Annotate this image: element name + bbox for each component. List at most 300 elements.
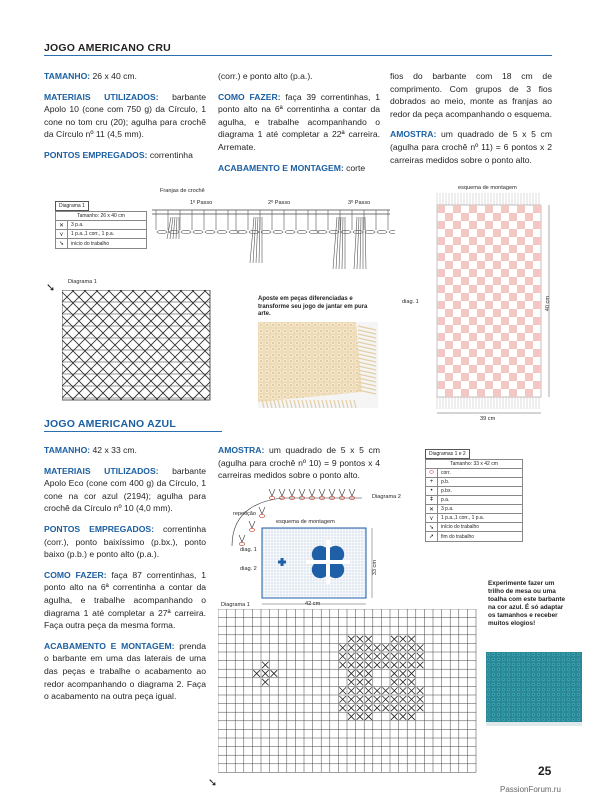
value-como-fazer: faça 39 correntinhas, 1 ponto alto na 6ª correntinha a contar da agulha, e trabalhe acompanhando o diagrama 1 até completar a 22ª carreira. Arremate. <box>218 91 380 152</box>
legend-cru-row: início do trabalho <box>71 240 110 247</box>
scheme-square <box>509 245 517 253</box>
scheme-square <box>469 253 477 261</box>
scheme-square <box>477 373 485 381</box>
cru-scheme-diag-label: diag. 1 <box>402 299 419 305</box>
scheme-square <box>453 285 461 293</box>
legend-azul-row: fim do trabalho <box>441 533 475 540</box>
scheme-square <box>469 269 477 277</box>
scheme-square <box>461 325 469 333</box>
diagram-1-azul-grid <box>218 609 480 779</box>
value-pontos: correntinha (corr.), ponto baixíssimo (p.bx.), ponto baixo (p.b.) e ponto alto (p.a.). <box>44 523 206 560</box>
scheme-square <box>477 229 485 237</box>
edging-stitch <box>269 489 272 496</box>
scheme-square <box>485 333 493 341</box>
scheme-square <box>477 389 485 397</box>
chain-stitch <box>239 543 244 546</box>
scheme-square <box>445 293 453 301</box>
scheme-square <box>469 301 477 309</box>
edging-stitch <box>252 521 255 528</box>
fringe-chain <box>181 230 191 233</box>
slip-stitch-icon: • <box>426 487 438 495</box>
value-pontos: correntinha <box>147 149 193 160</box>
fringe-strand <box>357 217 359 269</box>
scheme-square <box>453 317 461 325</box>
scheme-square <box>445 357 453 365</box>
scheme-square <box>509 389 517 397</box>
scheme-square <box>461 245 469 253</box>
scheme-square <box>485 269 493 277</box>
diagram-2-label: Diagrama 2 <box>372 494 401 500</box>
label-pontos: PONTOS EMPREGADOS: <box>44 149 148 160</box>
scheme-square <box>437 237 445 245</box>
scheme-square <box>485 205 493 213</box>
fringe-chain <box>217 230 227 233</box>
scheme-square <box>437 301 445 309</box>
scheme-square <box>453 253 461 261</box>
scheme-square <box>501 237 509 245</box>
scheme-square <box>453 205 461 213</box>
cru-photo-caption: Aposte em peças diferenciadas e transforme seu jogo de jantar em pura arte. <box>258 296 368 318</box>
fringe-chain <box>353 230 363 233</box>
scheme-square <box>493 213 501 221</box>
section-title-azul: JOGO AMERICANO AZUL <box>44 418 176 430</box>
v-stitch-icon: ⋎ <box>56 230 68 238</box>
scheme-square <box>477 245 485 253</box>
scheme-square <box>517 301 525 309</box>
edging-stitch <box>322 489 325 496</box>
value-amostra: um quadrado de 5 x 5 cm (agulha para crochê nº 11) = 6 pontos x 2 carreiras medidos sobre o ponto alto. <box>390 129 552 165</box>
scheme-square <box>509 229 517 237</box>
scheme-square <box>525 341 533 349</box>
fringe-steps-drawing <box>150 195 395 285</box>
edging-stitch <box>299 489 302 496</box>
scheme-square <box>533 333 541 341</box>
scheme-square <box>501 381 509 389</box>
value-materiais: barbante Apolo Eco (cone com 400 g) da Círculo, 1 cone na cor azul (2194); agulha para crochê da Círculo nº 10 (4,0 mm). <box>44 465 206 514</box>
scheme-square <box>461 213 469 221</box>
fringe-chain <box>285 230 295 233</box>
scheme-square <box>477 261 485 269</box>
scheme-square <box>469 221 477 229</box>
edging-stitch <box>339 489 342 496</box>
cru-scheme-title: esquema de montagem <box>458 185 517 191</box>
cru-placemat-photo <box>258 322 378 408</box>
scheme-square <box>453 221 461 229</box>
scheme-square <box>517 349 525 357</box>
edging-stitch <box>332 489 335 496</box>
scheme-square <box>525 357 533 365</box>
legend-cru <box>55 201 147 249</box>
scheme-square <box>501 285 509 293</box>
scheme-square <box>501 253 509 261</box>
scheme-square <box>453 381 461 389</box>
legend-azul-row: p.b. <box>441 479 450 485</box>
scheme-square <box>533 253 541 261</box>
scheme-square <box>437 381 445 389</box>
azul-diag-1-label: diag. 1 <box>240 547 257 553</box>
edging-stitch <box>272 489 275 496</box>
label-materiais: MATERIAIS UTILIZADOS: <box>44 91 159 102</box>
scheme-square <box>533 221 541 229</box>
scheme-square <box>469 333 477 341</box>
edging-stitch <box>282 489 285 496</box>
scheme-square <box>485 381 493 389</box>
scheme-square <box>485 365 493 373</box>
label-tamanho: TAMANHO: <box>44 445 91 455</box>
scheme-square <box>485 253 493 261</box>
scheme-square <box>509 357 517 365</box>
scheme-square <box>525 277 533 285</box>
scheme-square <box>525 245 533 253</box>
edging-stitch <box>312 489 315 496</box>
step-3-label: 3º Passo <box>348 200 371 206</box>
value-tamanho: 26 x 40 cm. <box>90 71 137 81</box>
scheme-square <box>437 349 445 357</box>
cru-scheme-height: 40 cm <box>545 296 551 312</box>
scheme-square <box>445 229 453 237</box>
legend-azul-row: 3 p.a. <box>441 506 454 512</box>
value-como-fazer: faça 87 correntinhas, 1 ponto alto na 6ª correntinha a contar da agulha, e trabalhe acompanhando o diagrama 1 até completar a 27ª carreira. Faça outra peça da mesma forma. <box>44 569 206 631</box>
fringe-strand <box>259 217 260 263</box>
scheme-square <box>517 333 525 341</box>
scheme-square <box>469 205 477 213</box>
scheme-square <box>533 237 541 245</box>
end-arrow-icon: ➚ <box>426 532 438 541</box>
scheme-square <box>445 245 453 253</box>
azul-column-1 <box>44 444 206 711</box>
scheme-square <box>493 293 501 301</box>
value-acabamento: prenda o barbante em uma das laterais de uma das peças e trabalhe o acabamento ao redor acompanhando o diagrama 2. Faça o acabamento na outra peça igual. <box>44 640 206 702</box>
azul-scheme-height: 33 cm <box>372 560 378 576</box>
scheme-square <box>461 341 469 349</box>
scheme-square <box>469 285 477 293</box>
scheme-square <box>437 333 445 341</box>
scheme-square <box>525 261 533 269</box>
page-number: 25 <box>538 764 552 778</box>
value-acabamento: corte <box>343 162 366 173</box>
label-materiais: MATERIAIS UTILIZADOS: <box>44 465 159 476</box>
scheme-square <box>453 301 461 309</box>
label-amostra: AMOSTRA: <box>218 445 265 455</box>
scheme-square <box>509 325 517 333</box>
label-pontos: PONTOS EMPREGADOS: <box>44 523 155 534</box>
scheme-square <box>509 293 517 301</box>
start-arrow-icon: ➘ <box>46 282 56 294</box>
scheme-square <box>493 309 501 317</box>
scheme-square <box>509 309 517 317</box>
legend-cru-size: Tamanho: 26 x 40 cm <box>55 211 147 220</box>
legend-azul-row: p.bx. <box>441 488 452 494</box>
scheme-square <box>445 341 453 349</box>
scheme-square <box>493 373 501 381</box>
label-acabamento: ACABAMENTO E MONTAGEM: <box>44 640 175 651</box>
fringe-strand <box>176 217 177 239</box>
legend-cru-title: Diagrama 1 <box>55 201 89 211</box>
edging-stitch <box>319 489 322 496</box>
azul-column-2 <box>218 444 380 490</box>
fringe-title: Franjas de crochê <box>160 188 205 194</box>
scheme-square <box>517 317 525 325</box>
scheme-square <box>533 285 541 293</box>
scheme-square <box>533 205 541 213</box>
scheme-square <box>493 261 501 269</box>
scheme-square <box>509 261 517 269</box>
scheme-square <box>509 277 517 285</box>
scheme-square <box>517 285 525 293</box>
label-acabamento: ACABAMENTO E MONTAGEM: <box>218 162 344 173</box>
label-tamanho: TAMANHO: <box>44 71 91 81</box>
scheme-square <box>477 357 485 365</box>
scheme-square <box>453 349 461 357</box>
scheme-square <box>501 349 509 357</box>
edging-stitch <box>249 521 252 528</box>
diagram-1-cru-lattice <box>62 290 212 402</box>
legend-azul <box>425 449 523 542</box>
scheme-square <box>445 325 453 333</box>
diagram-1-cru-label: Diagrama 1 <box>68 279 97 285</box>
edging-stitch <box>329 489 332 496</box>
scheme-square <box>509 373 517 381</box>
scheme-square <box>525 309 533 317</box>
scheme-square <box>437 269 445 277</box>
azul-diag-2-label: diag. 2 <box>240 566 257 572</box>
fringe-strand <box>360 217 361 269</box>
scheme-square <box>493 229 501 237</box>
double-crochet-icon: ǂ <box>426 496 438 504</box>
scheme-square <box>525 229 533 237</box>
scheme-square <box>437 253 445 261</box>
scheme-square <box>477 293 485 301</box>
label-amostra: AMOSTRA: <box>390 129 437 140</box>
scheme-square <box>533 381 541 389</box>
scheme-square <box>493 389 501 397</box>
fringe-chain <box>297 230 307 233</box>
chain-stitch <box>259 515 264 518</box>
chain-stitch <box>249 529 254 532</box>
azul-scheme-width: 42 cm <box>305 601 321 607</box>
scheme-square <box>485 317 493 325</box>
scheme-square <box>533 349 541 357</box>
scheme-square <box>477 341 485 349</box>
azul-tip: Experimente fazer um trilho de mesa ou uma toalha com este barbante na cor azul. É só adaptar os tamanhos e receber muitos elogios! <box>488 580 566 627</box>
scheme-square <box>517 365 525 373</box>
scheme-square <box>525 293 533 301</box>
step-1-label: 1º Passo <box>190 200 213 206</box>
scheme-square <box>437 285 445 293</box>
scheme-square <box>501 301 509 309</box>
legend-cru-row: 1 p.a.,1 corr., 1 p.a. <box>71 231 115 237</box>
value-acabamento-cont: fios do barbante com 18 cm de comprimento. Com grupos de 3 fios dobrados ao meio, monte as franjas ao redor da peça acompanhando o esquema. <box>390 71 552 119</box>
scheme-square <box>533 365 541 373</box>
scheme-square <box>525 389 533 397</box>
start-arrow-icon: ➘ <box>56 239 68 248</box>
scheme-square <box>461 373 469 381</box>
legend-azul-row: corr. <box>441 470 451 476</box>
scheme-square <box>517 381 525 389</box>
fringe-chain <box>273 230 283 233</box>
scheme-square <box>485 221 493 229</box>
fringe-strand <box>342 217 343 269</box>
scheme-square <box>461 309 469 317</box>
azul-assembly-scheme <box>260 526 380 608</box>
value-amostra: um quadrado de 5 x 5 cm (agulha para crochê nº 10) = 9 pontos x 4 carreiras medidos sobre o ponto alto. <box>218 445 380 481</box>
legend-azul-row: p.a. <box>441 497 450 503</box>
fringe-strand <box>173 217 175 239</box>
fringe-chain <box>205 230 215 233</box>
scheme-square <box>501 205 509 213</box>
scheme-square <box>509 213 517 221</box>
three-pa-icon: ✕ <box>426 505 438 513</box>
motif-gap <box>306 560 350 564</box>
scheme-square <box>445 309 453 317</box>
scheme-square <box>461 229 469 237</box>
azul-placemat-photo <box>486 652 582 726</box>
value-materiais: barbante Apolo 10 (cone com 750 g) da Círculo, 1 cone no tom cru (20); agulha para crochê da Círculo nº 11 (4,5 mm). <box>44 91 206 140</box>
scheme-square <box>453 237 461 245</box>
fringe-chain <box>261 230 271 233</box>
legend-azul-row: 1 p.a.,1 corr., 1 p.a. <box>441 515 485 521</box>
cru-scheme-width: 39 cm <box>480 416 496 422</box>
edging-stitch <box>309 489 312 496</box>
scheme-square <box>493 357 501 365</box>
scheme-square <box>477 309 485 317</box>
v-stitch-icon: ⋎ <box>426 514 438 522</box>
section-rule-cru <box>44 55 552 56</box>
azul-scheme-title: esquema de montagem <box>276 519 335 525</box>
scheme-square <box>469 317 477 325</box>
edging-stitch <box>262 507 265 514</box>
edging-stitch <box>292 489 295 496</box>
fringe-chain <box>317 230 327 233</box>
scheme-square <box>445 373 453 381</box>
diagram-1-azul-label: Diagrama 1 <box>221 602 250 608</box>
scheme-square <box>461 357 469 365</box>
scheme-square <box>453 333 461 341</box>
scheme-square <box>477 277 485 285</box>
scheme-square <box>501 333 509 341</box>
scheme-square <box>437 205 445 213</box>
small-motif <box>281 558 284 566</box>
fringe-strand <box>354 217 357 269</box>
value-tamanho: 42 x 33 cm. <box>90 445 137 455</box>
scheme-square <box>469 349 477 357</box>
fringe-chain <box>329 230 339 233</box>
repeticao-label: repetição <box>233 511 257 517</box>
scheme-square <box>501 317 509 325</box>
label-como-fazer: COMO FAZER: <box>218 91 281 102</box>
fringe-chain <box>389 230 395 233</box>
single-crochet-icon: + <box>426 478 438 486</box>
legend-azul-row: início do trabalho <box>441 524 480 530</box>
scheme-square <box>525 325 533 333</box>
scheme-square <box>445 261 453 269</box>
scheme-square <box>517 253 525 261</box>
legend-azul-size: Tamanho: 33 x 42 cm <box>425 459 523 468</box>
scheme-square <box>469 365 477 373</box>
scheme-square <box>485 301 493 309</box>
scheme-square <box>469 381 477 389</box>
scheme-square <box>525 213 533 221</box>
fringe-chain <box>365 230 375 233</box>
scheme-square <box>477 213 485 221</box>
scheme-square <box>485 237 493 245</box>
cru-column-2 <box>218 70 380 182</box>
scheme-square <box>445 213 453 221</box>
start-arrow-icon: ➘ <box>208 777 218 789</box>
edging-stitch <box>239 535 242 542</box>
scheme-square <box>493 325 501 333</box>
scheme-square <box>461 389 469 397</box>
fringe-strand <box>256 217 258 263</box>
chain-icon: ⬭ <box>426 469 438 477</box>
scheme-square <box>461 277 469 285</box>
fringe-chain <box>377 230 387 233</box>
value-pontos-cont: (corr.) e ponto alto (p.a.). <box>218 71 313 81</box>
scheme-square <box>485 285 493 293</box>
scheme-square <box>437 365 445 373</box>
scheme-square <box>517 269 525 277</box>
edging-stitch <box>342 489 345 496</box>
scheme-square <box>453 269 461 277</box>
scheme-square <box>533 317 541 325</box>
scheme-square <box>525 373 533 381</box>
scheme-square <box>509 341 517 349</box>
fringe-chain <box>157 230 167 233</box>
cru-column-1 <box>44 70 206 170</box>
scheme-square <box>501 221 509 229</box>
label-como-fazer: COMO FAZER: <box>44 569 107 580</box>
three-pa-icon: ✕ <box>56 221 68 229</box>
scheme-square <box>533 269 541 277</box>
scheme-square <box>461 293 469 301</box>
site-watermark: PassionForum.ru <box>500 785 561 794</box>
scheme-square <box>517 237 525 245</box>
scheme-square <box>517 205 525 213</box>
legend-cru-row: 3 p.a. <box>71 222 84 228</box>
scheme-square <box>469 237 477 245</box>
scheme-square <box>453 365 461 373</box>
edging-stitch <box>352 489 355 496</box>
edging-stitch <box>349 489 352 496</box>
scheme-square <box>437 317 445 325</box>
section-rule-azul <box>44 431 222 432</box>
scheme-square <box>445 277 453 285</box>
edging-stitch <box>259 507 262 514</box>
scheme-square <box>445 389 453 397</box>
edging-stitch <box>242 535 245 542</box>
chain-stitch <box>269 497 274 500</box>
scheme-square <box>485 349 493 357</box>
edging-stitch <box>289 489 292 496</box>
scheme-square <box>517 221 525 229</box>
edging-stitch <box>302 489 305 496</box>
step-2-label: 2º Passo <box>268 200 291 206</box>
scheme-square <box>493 245 501 253</box>
scheme-square <box>533 301 541 309</box>
fringe-chain <box>237 230 247 233</box>
edging-stitch <box>279 489 282 496</box>
fringe-strand <box>365 217 366 269</box>
legend-azul-title: Diagramas 1 e 2 <box>425 449 470 459</box>
scheme-square <box>493 341 501 349</box>
scheme-square <box>461 261 469 269</box>
cru-assembly-scheme <box>425 193 553 423</box>
start-arrow-icon: ➘ <box>426 523 438 531</box>
scheme-square <box>501 269 509 277</box>
scheme-square <box>477 325 485 333</box>
cru-column-3 <box>390 70 552 174</box>
fringe-chain <box>193 230 203 233</box>
